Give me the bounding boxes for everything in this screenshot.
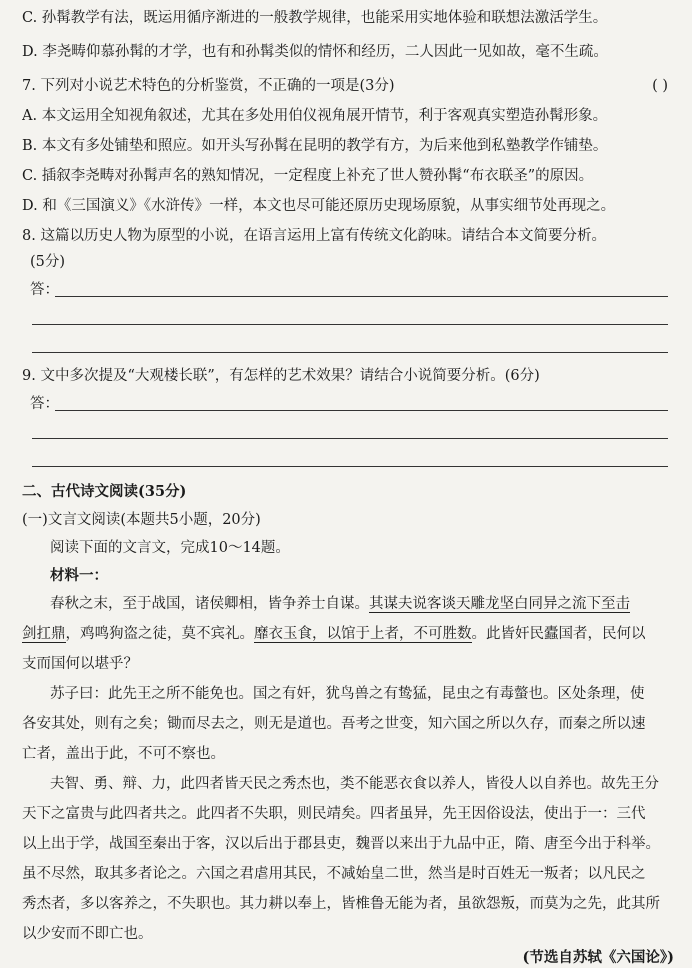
q7-option-d: D. 和《三国演义》《水浒传》一样，本文也尽可能还原历史现场原貌，从事实细节处再现之。 xyxy=(22,198,616,214)
passage-text: 。此皆奸民蠹国者，民何以 xyxy=(471,626,646,642)
q7-stem-text: 7. 下列对小说艺术特色的分析鉴赏，不正确的一项是(3分) xyxy=(22,78,395,94)
underlined-sentence-2: 靡衣玉食，以馆于上者，不可胜数 xyxy=(254,626,472,642)
passage-p3-line5: 秀杰者，多以客养之，不失职也。其力耕以奉上，皆椎鲁无能为者，虽欲怨叛，而莫为之先，此其所 xyxy=(22,896,660,912)
passage-p3-line1: 夫智、勇、辩、力，此四者皆天民之秀杰也，类不能恶衣食以养人，皆役人以自养也。故先王分 xyxy=(50,776,659,792)
passage-p1-line3: 支而国何以堪乎？ xyxy=(22,656,138,672)
q8-score: (5分) xyxy=(30,254,66,270)
q8-stem: 8. 这篇以历史人物为原型的小说，在语言运用上富有传统文化韵味。请结合本文简要分析。 xyxy=(22,228,606,244)
q6-option-d: D. 李尧畴仰慕孙髯的才学，也有和孙髯类似的情怀和经历，二人因此一见如故，毫不生疏。 xyxy=(22,44,608,60)
q9-answer-line-1[interactable] xyxy=(55,410,668,411)
q7-option-a: A. 本文运用全知视角叙述，尤其在多处用伯仪视角展开情节，利于客观真实塑造孙髯形象。 xyxy=(22,108,608,124)
q9-answer-label: 答： xyxy=(30,396,59,412)
passage-p1-line1 xyxy=(50,594,676,614)
q8-answer-label: 答： xyxy=(30,282,59,298)
underlined-sentence-1-end: 剑扛鼎 xyxy=(22,626,66,642)
passage-p2-line2: 各安其处，则有之矣；锄而尽去之，则无是道也。吾考之世变，知六国之所以久存，而秦之所以速 xyxy=(22,716,646,732)
q8-answer-line-2[interactable] xyxy=(32,324,668,325)
passage-p3-line4: 虽不尽然，取其多者论之。六国之君虐用其民，不减始皇二世，然当是时百姓无一叛者；以凡民之 xyxy=(22,866,646,882)
underlined-sentence-1: 其谋夫说客谈天雕龙坚白同异之流下至击 xyxy=(369,596,630,612)
q7-option-b: B. 本文有多处铺垫和照应。如开头写孙髯在昆明的教学有方，为后来他到私塾教学作铺垫。 xyxy=(22,138,608,154)
q7-stem xyxy=(22,76,676,96)
q8-answer-line-1[interactable] xyxy=(55,296,668,297)
q9-stem: 9. 文中多次提及“大观楼长联”，有怎样的艺术效果？请结合小说简要分析。(6分) xyxy=(22,368,540,384)
section-2-title: 二、古代诗文阅读(35分) xyxy=(22,483,187,500)
q6-option-c: C. 孙髯教学有法，既运用循序渐进的一般教学规律，也能采用实地体验和联想法激活学生。 xyxy=(22,10,608,26)
section-2-subtitle: (一)文言文阅读(本题共5小题，20分) xyxy=(22,512,261,528)
q8-answer-line-3[interactable] xyxy=(32,352,668,353)
passage-p2-line1: 苏子曰：此先王之所不能免也。国之有奸，犹鸟兽之有鸷猛，昆虫之有毒螫也。区处条理，使 xyxy=(50,686,645,702)
passage-p3-line2: 天下之富贵与此四者共之。此四者不失职，则民靖矣。四者虽异，先王因俗设法，使出于一：三代 xyxy=(22,806,646,822)
q7-option-c: C. 插叙李尧畴对孙髯声名的熟知情况，一定程度上补充了世人赞孙髯“布衣联圣”的原因。 xyxy=(22,168,594,184)
passage-text: ，鸡鸣狗盗之徒，莫不宾礼。 xyxy=(65,626,254,642)
reading-instructions: 阅读下面的文言文，完成10～14题。 xyxy=(50,540,290,556)
passage-p2-line3: 亡者，盖出于此，不可不察也。 xyxy=(22,746,225,762)
passage-p1-line2 xyxy=(22,624,676,644)
material-one-label: 材料一： xyxy=(50,567,108,584)
q9-answer-line-3[interactable] xyxy=(32,466,668,467)
q7-answer-paren[interactable]: ( ) xyxy=(652,78,668,94)
passage-source: (节选自苏轼《六国论》) xyxy=(522,949,674,966)
passage-text: 春秋之末，至于战国，诸侯卿相，皆争养士自谋。 xyxy=(50,596,369,612)
q9-answer-line-2[interactable] xyxy=(32,438,668,439)
passage-p3-line3: 以上出于学，战国至秦出于客，汉以后出于郡县吏，魏晋以来出于九品中正，隋、唐至今出于科举。 xyxy=(22,836,660,852)
passage-p3-line6: 以少安而不即亡也。 xyxy=(22,926,153,942)
